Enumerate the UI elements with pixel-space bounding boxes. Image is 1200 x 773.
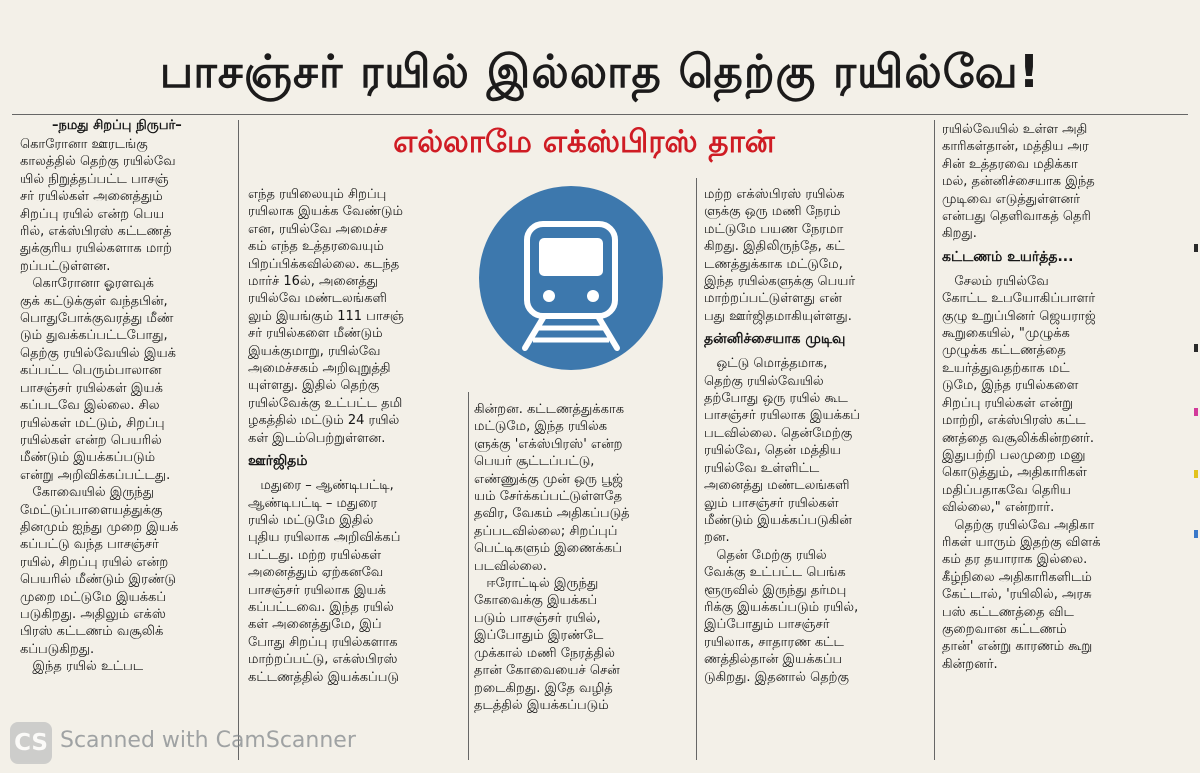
text-line: சிறப்பு ரயில் என்ற பெய (20, 206, 165, 222)
text-line: குக் கட்டுக்குள் வந்தபின், (20, 293, 168, 309)
text-line: தப்படவில்லை; சிறப்புப் (474, 523, 618, 539)
text-line: அமைச்சகம் அறிவுறுத்தி (248, 361, 391, 377)
column-2-heading: ஊர்ஜிதம் (248, 453, 308, 470)
edge-marker (1194, 344, 1198, 352)
text-line: படவில்லை. தென்மேற்கு (704, 425, 853, 441)
text-line: கீழ்நிலை அதிகாரிகளிடம் (942, 569, 1092, 585)
text-line: தெற்கு ரயில்வே அதிகா (942, 517, 1095, 533)
text-line: பாசஞ்சர் ரயில்கள் இயக் (20, 380, 163, 396)
text-line: கிறது. இதிலிருந்தே, கட் (704, 239, 845, 255)
text-line: ரயில்கள் என்ற பெயரில் (20, 432, 162, 448)
text-line: யம் சேர்க்கப்பட்டுள்ளதே (474, 489, 623, 505)
text-line: தெற்கு ரயில்வேயில் இயக் (20, 345, 176, 361)
text-line: என்று அறிவிக்கப்பட்டது. (20, 467, 171, 483)
text-line: குறைவான கட்டணம் (942, 621, 1067, 637)
column-4-text (704, 186, 926, 325)
text-line: இப்போதும் இரண்டே (474, 628, 604, 644)
text-line: படுகிறது. அதிலும் எக்ஸ் (20, 606, 166, 622)
headline: பாசஞ்சர் ரயில் இல்லாத தெற்கு ரயில்வே! (159, 45, 1041, 98)
train-icon-light-left (543, 290, 555, 302)
text-line: பெட்டிகளும் இணைக்கப் (474, 541, 622, 557)
text-line: கப்படவே இல்லை. சில (20, 398, 160, 414)
text-line: படவில்லை. (474, 558, 547, 574)
text-line: கம் எந்த உத்தரவையும் (248, 239, 384, 255)
column-4-heading: தன்னிச்சையாக முடிவு (704, 331, 846, 348)
text-line: ழகத்தில் மட்டும் 24 ரயில் (248, 413, 400, 429)
text-line: எந்த ரயிலையும் சிறப்பு (248, 187, 387, 202)
text-line: ஆண்டிபட்டி – மதுரை (248, 495, 378, 511)
edge-marker (1194, 470, 1198, 478)
text-line: புதிய ரயிலாக அறிவிக்கப் (248, 530, 401, 546)
text-line: கம் தர தயாராக இல்லை. (942, 552, 1088, 568)
text-line: தற்போது ஒரு ரயில் கூட (704, 391, 848, 407)
column-rule-1 (238, 120, 239, 760)
text-line: டணத்துக்காக மட்டுமே, (704, 256, 843, 272)
text-line: பாசஞ்சர் ரயிலாக இயக் (248, 582, 386, 598)
text-line: மதிப்பதாகவே தெரிய (942, 482, 1071, 498)
text-line: தவிர, வேகம் அதிகப்படுத் (474, 506, 630, 522)
text-line: கொரோனா ஊரடங்கு (20, 137, 148, 152)
column-5-text-continued (942, 273, 1178, 673)
text-line: கப்படுகிறது. (20, 641, 95, 657)
text-line: போது சிறப்பு ரயில்களாக (248, 634, 398, 650)
text-line: ரயில்வே, தென் மத்திய (704, 443, 841, 459)
column-rule-4 (934, 120, 935, 760)
text-line: முறை மட்டுமே இயக்கப் (20, 589, 167, 605)
edge-marker (1194, 408, 1198, 416)
text-line: கூறுகையில், "முழுக்க (942, 326, 1070, 342)
text-line: ரயில்வே மண்டலங்களி (248, 291, 387, 307)
text-line: ரயிலாக, சாதாரண கட்ட (704, 634, 844, 650)
watermark-text: Scanned with CamScanner (60, 728, 356, 753)
text-line: முக்கால் மணி நேரத்தில் (474, 645, 615, 661)
text-line: காலத்தில் தெற்கு ரயில்வே (20, 154, 176, 170)
text-line: அனைத்து மண்டலங்களி (704, 478, 850, 494)
column-1-text (20, 136, 232, 676)
text-line: தெற்கு ரயில்வேயில் (704, 373, 824, 389)
text-line: சர் ரயில்களை மீண்டும் (248, 326, 383, 342)
text-line: றன. (704, 530, 730, 546)
column-rule-2 (468, 392, 469, 760)
byline: –நமது சிறப்பு நிருபர்– (52, 118, 182, 133)
text-line: டுமே, இந்த ரயில்களை (942, 378, 1079, 394)
text-line: சின் உத்தரவை மதிக்கா (942, 156, 1078, 172)
text-line: மேட்டுப்பாளையத்துக்கு (20, 502, 163, 518)
text-line: ளுக்கு 'எக்ஸ்பிரஸ்' என்ற (474, 436, 623, 452)
headline-rule (12, 114, 1188, 115)
train-icon (477, 184, 665, 372)
column-4 (704, 186, 926, 751)
text-line: மட்டுமே பயண நேரமா (704, 221, 844, 237)
text-line: இப்போதும் பாசஞ்சர் (704, 617, 830, 633)
text-line: மதுரை – ஆண்டிபட்டி, (248, 478, 394, 494)
column-1 (20, 136, 232, 736)
column-rule-3 (696, 178, 697, 760)
text-line: ரயில்வேயில் உள்ள அதி (942, 122, 1088, 137)
text-line: பிறப்பிக்கவில்லை. கடந்த (248, 256, 400, 272)
text-line: ஒட்டு மொத்தமாக, (704, 356, 828, 372)
text-line: மாற்றப்பட்டுள்ளது என் (704, 291, 842, 307)
text-line: இந்த ரயில்களுக்கு பெயர் (704, 274, 856, 290)
text-line: ரயில், சிறப்பு ரயில் என்ற (20, 554, 169, 570)
text-line: ரிக்கு இயக்கப்படும் ரயில், (704, 599, 859, 615)
text-line: டும் துவக்கப்பட்டபோது, (20, 328, 168, 344)
text-line: றப்பட்டுள்ளன. (20, 258, 111, 274)
text-line: கின்றனர். (942, 656, 998, 672)
column-5 (942, 121, 1178, 766)
text-line: முழுக்க கட்டணத்தை (942, 343, 1066, 359)
column-2-text (248, 186, 470, 447)
text-line: மற்ற எக்ஸ்பிரஸ் ரயில்க (704, 187, 845, 202)
text-line: மாற்றி, எக்ஸ்பிரஸ் கட்ட (942, 413, 1086, 429)
text-line: இதுபற்றி பலமுறை மனு (942, 447, 1086, 463)
text-line: பெயரில் மீண்டும் இரண்டு (20, 572, 176, 588)
text-line: ஈரோட்டில் இருந்து (474, 576, 599, 592)
text-line: குழு உறுப்பினர் ஜெயராஜ் (942, 308, 1096, 324)
text-line: கோவையில் இருந்து (20, 485, 155, 501)
text-line: பொதுபோக்குவரத்து மீண் (20, 311, 174, 327)
text-line: கோவைக்கு இயக்கப் (474, 593, 598, 609)
text-line: ரயில்வே உள்ளிட்ட (704, 460, 820, 476)
text-line: பாசஞ்சர் ரயிலாக இயக்கப் (704, 408, 860, 424)
text-line: கப்பட்டவை. இந்த ரயில் (248, 599, 394, 615)
text-line: முடிவை எடுத்துள்ளனர் (942, 191, 1081, 207)
text-line: கொடுத்தும், அதிகாரிகள் (942, 465, 1087, 481)
column-3 (474, 401, 690, 751)
text-line: மார்ச் 16ல், அனைத்து (248, 274, 379, 290)
text-line: யுள்ளது. இதில் தெற்கு (248, 378, 380, 394)
text-line: ரிகள் யாரும் இதற்கு விளக் (942, 534, 1101, 550)
text-line: கப்பட்டு வந்த பாசஞ்சர் (20, 537, 159, 553)
text-line: மல், தன்னிச்சையாக இந்த (942, 174, 1095, 190)
column-4-text-continued (704, 355, 926, 686)
text-line: சேலம் ரயில்வே (942, 273, 1049, 289)
train-icon-window (539, 238, 603, 276)
text-line: மீண்டும் இயக்கப்படும் (20, 450, 156, 466)
text-line: கொரோனா ஓரளவுக் (20, 276, 154, 292)
text-line: தென் மேற்கு ரயில் (704, 547, 827, 563)
text-line: யில் நிறுத்தப்பட்ட பாசஞ் (20, 171, 169, 187)
text-line: கப்பட்ட பெரும்பாலான (20, 363, 162, 379)
text-line: என்பது தெளிவாகத் தெரி (942, 209, 1091, 225)
text-line: மாற்றப்பட்டு, எக்ஸ்பிரஸ் (248, 652, 398, 668)
text-line: என, ரயில்வே அமைச்ச (248, 221, 388, 237)
text-line: அனைத்தும் ஏற்கனவே (248, 565, 384, 581)
column-2-text-continued (248, 477, 470, 686)
text-line: கிறது. (942, 226, 977, 242)
edge-marker (1194, 244, 1198, 252)
camscanner-logo-icon: CS (10, 722, 52, 764)
text-line: துக்குரிய ரயில்களாக மாற் (20, 241, 172, 257)
text-line: ரயில் மட்டுமே இதில் (248, 512, 374, 528)
text-line: ரயில்கள் மட்டும், சிறப்பு (20, 415, 165, 431)
text-line: ரில், எக்ஸ்பிரஸ் கட்டணத் (20, 224, 172, 240)
column-2 (248, 186, 470, 746)
text-line: படும் பாசஞ்சர் ரயில், (474, 610, 601, 626)
text-line: தினமும் ஐந்து முறை இயக் (20, 519, 179, 535)
column-5-text (942, 121, 1178, 243)
text-line: மட்டுமே, இந்த ரயில்க (474, 419, 608, 435)
text-line: மீண்டும் இயக்கப்படுகின் (704, 512, 852, 528)
text-line: சர் ரயில்கள் அனைத்தும் (20, 189, 163, 205)
text-line: கள் அனைத்துமே, இப் (248, 617, 382, 633)
text-line: பிரஸ் கட்டணம் வசூலிக் (20, 624, 164, 640)
text-line: தான் கோவையைச் சென் (474, 663, 620, 679)
text-line: டுகிறது. இதனால் தெற்கு (704, 669, 849, 685)
text-line: ளுக்கு ஒரு மணி நேரம் (704, 204, 841, 220)
text-line: ளூருவில் இருந்து தர்மபு (704, 582, 847, 598)
column-3-text (474, 401, 690, 714)
text-line: கட்டணத்தில் இயக்கப்படு (248, 669, 399, 685)
text-line: கோட்ட உபயோகிப்பாளர் (942, 291, 1096, 307)
text-line: ரயில்வேக்கு உட்பட்ட தமி (248, 395, 403, 411)
text-line: இந்த ரயில் உட்பட (20, 659, 144, 675)
text-line: லும் இயங்கும் 111 பாசஞ் (248, 308, 404, 324)
text-line: இயக்குமாறு, ரயில்வே (248, 343, 381, 359)
text-line: றடைகிறது. இதே வழித் (474, 680, 613, 696)
text-line: கின்றன. கட்டணத்துக்காக (474, 402, 625, 417)
text-line: பெயர் சூட்டப்பட்டு, (474, 454, 595, 470)
text-line: ணத்தில்தான் இயக்கப்ப (704, 652, 843, 668)
subheadline: எல்லாமே எக்ஸ்பிரஸ் தான் (393, 124, 775, 160)
text-line: கள் இடம்பெற்றுள்ளன. (248, 430, 386, 446)
text-line: காரிகள்தான், மத்திய அர (942, 139, 1089, 155)
text-line: கேட்டால், 'ரயிலில், அரசு (942, 587, 1092, 603)
text-line: லும் பாசஞ்சர் ரயில்கள் (704, 495, 839, 511)
text-line: ணத்தை வசூலிக்கின்றனர். (942, 430, 1094, 446)
text-line: வில்லை," என்றார். (942, 500, 1055, 516)
edge-marker (1194, 530, 1198, 538)
camscanner-watermark (10, 722, 390, 764)
text-line: பட்டது. மற்ற ரயில்கள் (248, 547, 382, 563)
text-line: பஸ் கட்டணத்தை விட (942, 604, 1074, 620)
text-line: பது ஊர்ஜிதமாகியுள்ளது. (704, 308, 852, 324)
text-line: வேக்கு உட்பட்ட பெங்க (704, 565, 846, 581)
text-line: ரயிலாக இயக்க வேண்டும் (248, 204, 403, 220)
text-line: எண்ணுக்கு முன் ஒரு பூஜ் (474, 471, 623, 487)
train-icon-light-right (587, 290, 599, 302)
text-line: தான்' என்று காரணம் கூறு (942, 639, 1093, 655)
text-line: தடத்தில் இயக்கப்படும் (474, 697, 609, 713)
text-line: உயர்த்துவதற்காக மட் (942, 360, 1070, 376)
column-5-heading: கட்டணம் உயர்த்த... (942, 248, 1074, 265)
text-line: சிறப்பு ரயில்கள் என்று (942, 395, 1074, 411)
